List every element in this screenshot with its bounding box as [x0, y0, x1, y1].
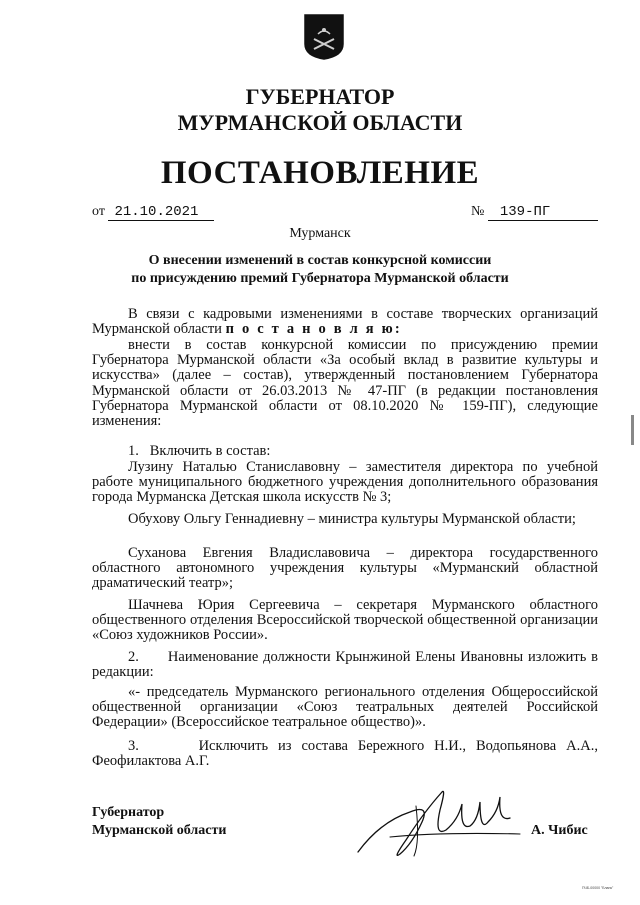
subject-line-2: по присуждению премий Губернатора Мурманской области [131, 271, 509, 286]
signer-title-line-1: Губернатор [92, 805, 165, 820]
item-3: 3. Исключить из состава Бережного Н.И., Водопьянова А.А., Феофилактова А.Г. [92, 738, 598, 770]
number-prefix: № [471, 204, 485, 219]
organization-subtitle: МУРМАНСКОЙ ОБЛАСТИ [177, 110, 463, 135]
document-date-row [92, 204, 214, 221]
scan-margin-mark [631, 415, 634, 445]
organization-title: ГУБЕРНАТОР [245, 84, 395, 109]
document-number: 139-ПГ [488, 204, 598, 221]
signer-name: А. Чибис [531, 823, 588, 838]
city-name: Мурманск [289, 226, 351, 241]
date-prefix: от [92, 204, 105, 219]
document-type-title: ПОСТАНОВЛЕНИЕ [160, 155, 480, 191]
intro-text: В связи с кадровыми изменениями в составе творческих организаций Мурманской области [92, 306, 598, 338]
handwritten-signature [350, 782, 530, 862]
intro-paragraph [92, 307, 598, 337]
subject-line-1: О внесении изменений в состав конкурсной комиссии [148, 253, 492, 268]
member-2: Обухову Ольгу Геннадиевну – министра культуры Мурманской области; [128, 511, 576, 527]
member-1: Лузину Наталью Станиславовну – заместителя директора по учебной работе муниципального бюджетного учреждения дополнительного образования города Мурманска Детская школа искусств № 3; [92, 459, 598, 506]
decree-word: п о с т а н о в л я ю: [225, 321, 402, 338]
item-2-text: «- председатель Мурманского регионального отделения Общероссийской общественной организации «Союз театральных деятелей Российской Федерации» (Всероссийское театральное общество)». [92, 684, 598, 731]
signer-title-line-2: Мурманской области [92, 823, 227, 838]
member-4: Шачнева Юрия Сергеевича – секретаря Мурманского областного общественного отделения Всероссийской творческой общественной организации «Союз художников России». [92, 597, 598, 644]
document-date: 21.10.2021 [108, 204, 214, 221]
form-code: ПЧБ-00000 "Бланк" [582, 886, 614, 890]
member-3: Суханова Евгения Владиславовича – директора государственного областного автономного учреждения культуры «Мурманский областной драматический театр»; [92, 545, 598, 592]
document-number-row [471, 204, 598, 221]
item-2: 2. Наименование должности Крынжиной Елены Ивановны изложить в редакции: [92, 649, 598, 681]
coat-of-arms-emblem [304, 14, 344, 60]
main-paragraph: внести в состав конкурсной комиссии по присуждению премии Губернатора Мурманской области «За особый вклад в развитие культуры и искусства» (далее – состав), утвержденный постановлением Губернатора Мурманской области от 26.03.2013 № 47-ПГ (в редакции постановления Губернатора Мурманской области от 08.10.2020 № 159-ПГ), следующие изменения: [92, 337, 598, 430]
item-1: 1. Включить в состав: [128, 443, 271, 459]
